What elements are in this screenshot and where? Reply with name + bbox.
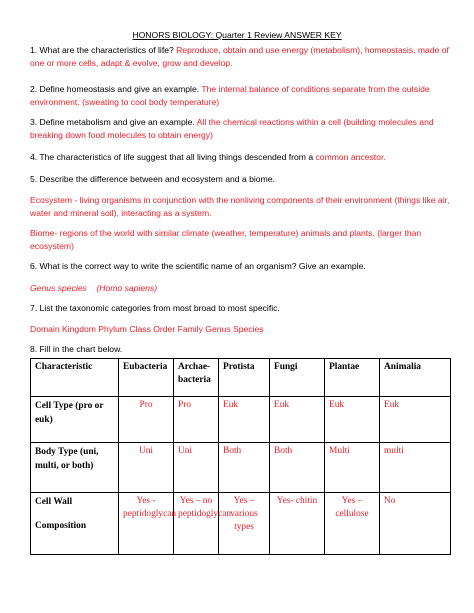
- table-cell: Pro: [119, 397, 174, 443]
- table-header: Eubacteria: [119, 359, 174, 397]
- table-cell: multi: [380, 443, 451, 493]
- table-header: Characteristic: [31, 359, 119, 397]
- question-5-prompt: 5. Describe the difference between and ecosystem and a biome.: [30, 174, 275, 184]
- question-8-prompt: 8. Fill in the chart below.: [30, 344, 123, 354]
- table-row: [31, 443, 451, 493]
- row-label: [31, 493, 119, 555]
- question-2: [30, 83, 455, 109]
- table-cell: Both: [270, 443, 325, 493]
- table-cell: Yes – cellulose: [325, 493, 380, 555]
- table-header: Fungi: [270, 359, 325, 397]
- table-cell: Yes- chitin: [270, 493, 325, 555]
- row-label: Body Type (uni, multi, or both): [31, 443, 119, 493]
- table-row: [31, 493, 451, 555]
- question-1-answer: Reproduce, obtain and use energy (metabolism), homeostasis, made of one or more cells, adapt & evolve, grow and develop.: [30, 45, 449, 68]
- question-3-prompt: 3. Define metabolism and give an example.: [30, 117, 197, 127]
- question-5: [30, 173, 455, 186]
- table-header: Archae-bacteria: [174, 359, 219, 397]
- question-6-prompt: 6. What is the correct way to write the scientific name of an organism? Give an example.: [30, 261, 366, 271]
- row-label-line: Cell Wall: [35, 497, 73, 507]
- table-cell: Yes – no peptidoglycan: [174, 493, 219, 555]
- table-header: Protista: [219, 359, 270, 397]
- question-3-answer: All the chemical reactions within a cell (building molecules and breaking down food molecules to obtain energy): [30, 117, 434, 140]
- question-2-answer: The internal balance of conditions separate from the outside environment. (sweating to cool body temperature): [30, 84, 430, 107]
- table-cell: Both: [219, 443, 270, 493]
- table-cell: Euk: [219, 397, 270, 443]
- table-cell: Pro: [174, 397, 219, 443]
- question-1: [30, 44, 455, 70]
- table-cell: Euk: [270, 397, 325, 443]
- table-cell: Yes - peptidoglycan: [119, 493, 174, 555]
- question-4-answer: common ancestor.: [315, 152, 386, 162]
- ecosystem-answer: Ecosystem - living organisms in conjunction with the nonliving components of their environment (things like air, water and mineral soil), interacting as a system.: [30, 195, 450, 218]
- table-cell: No: [380, 493, 451, 555]
- page-title: HONORS BIOLOGY: Quarter 1 Review ANSWER KEY: [132, 30, 342, 40]
- question-6-answer-generic: Genus species: [30, 283, 87, 293]
- question-1-prompt: 1. What are the characteristics of life?: [30, 45, 177, 55]
- row-label-line: Composition: [35, 521, 87, 531]
- question-6-answer: [30, 282, 455, 295]
- table-cell: Euk: [380, 397, 451, 443]
- table-cell: Euk: [325, 397, 380, 443]
- question-8: [30, 343, 455, 356]
- question-4-prompt: 4. The characteristics of life suggest that all living things descended from a: [30, 152, 316, 162]
- question-2-prompt: 2. Define homeostasis and give an example.: [30, 84, 202, 94]
- table-cell: Uni: [174, 443, 219, 493]
- table-header: Plantae: [325, 359, 380, 397]
- question-7-prompt: 7. List the taxonomic categories from most broad to most specific.: [30, 303, 280, 313]
- table-cell: Yes – various types: [219, 493, 270, 555]
- table-header: Animalia: [380, 359, 451, 397]
- table-header-row: [31, 359, 451, 397]
- row-label: Cell Type (pro or euk): [31, 397, 119, 443]
- question-7-answer: Domain Kingdom Phylum Class Order Family Genus Species: [30, 324, 264, 334]
- kingdom-chart: [30, 358, 451, 555]
- question-7: [30, 302, 455, 315]
- question-3: [30, 116, 455, 142]
- table-cell: Uni: [119, 443, 174, 493]
- table-cell: Multi: [325, 443, 380, 493]
- question-4: [30, 151, 455, 164]
- table-row: [31, 397, 451, 443]
- question-6: [30, 260, 455, 273]
- question-6-answer-example: (Homo sapiens): [96, 283, 158, 293]
- biome-answer: Biome- regions of the world with similar climate (weather, temperature) animals and plants. (larger than ecosystem): [30, 228, 422, 251]
